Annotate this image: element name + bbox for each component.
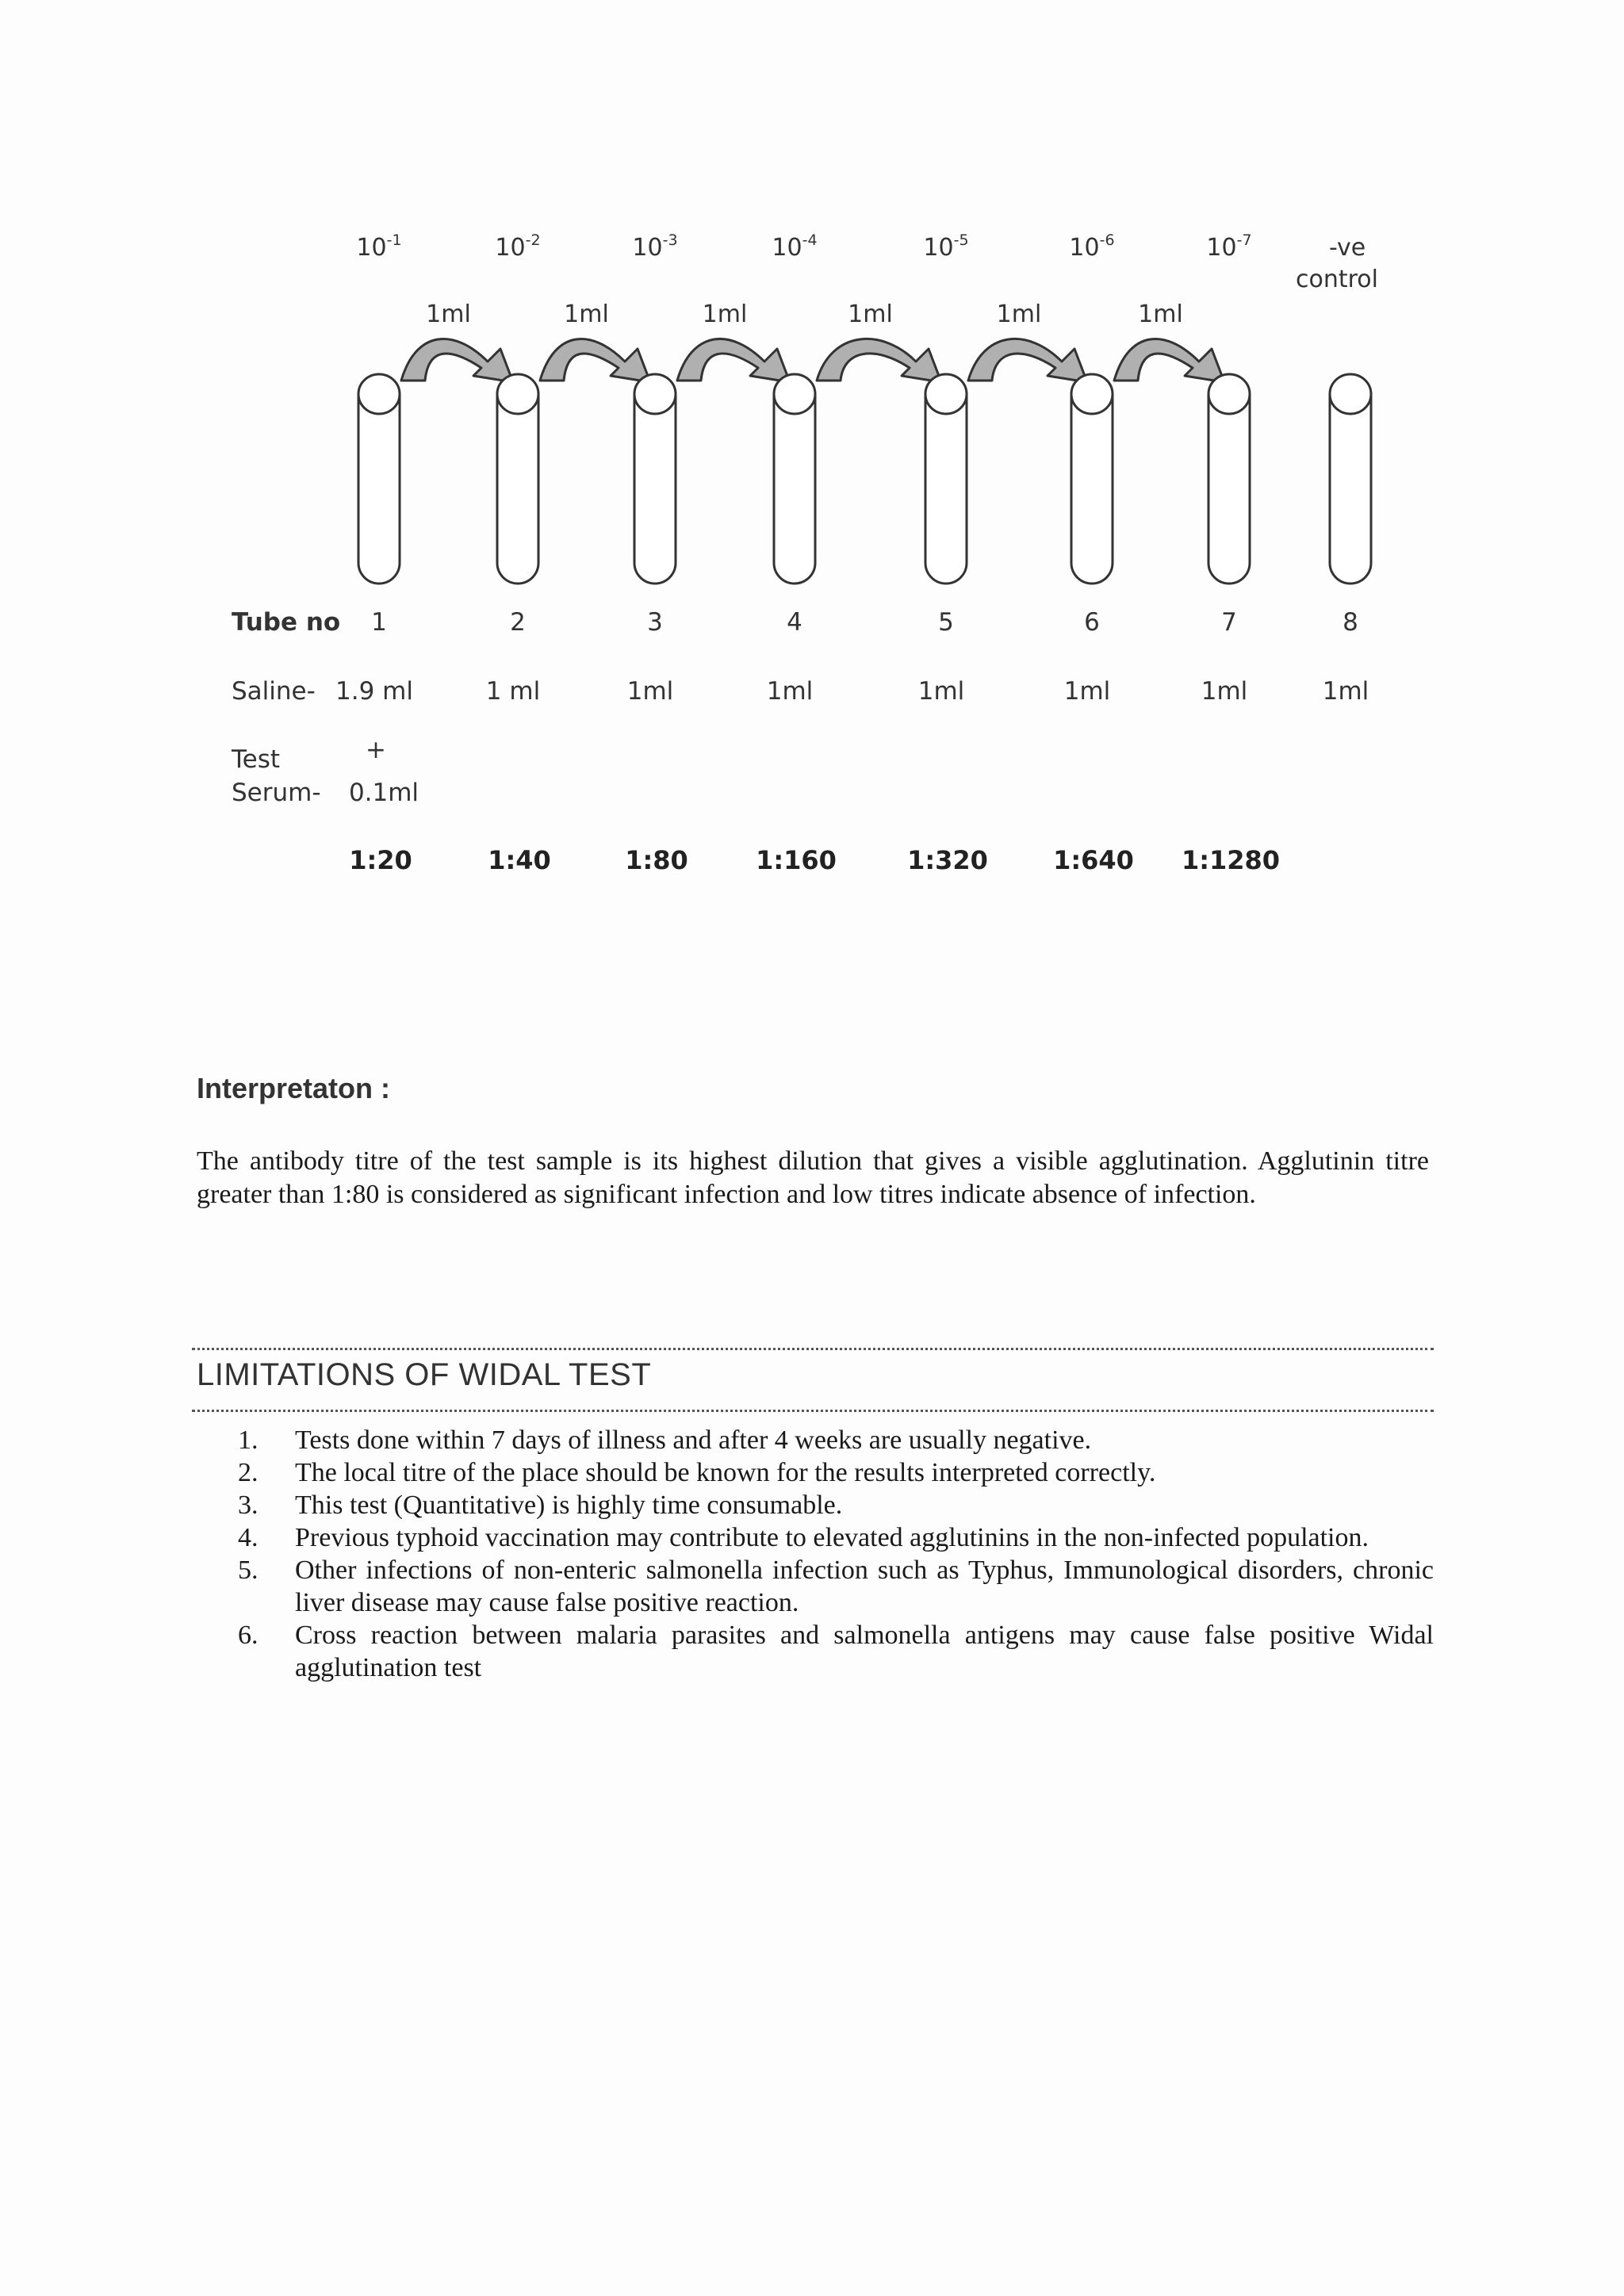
- transfer-volume-label: 1ml: [564, 300, 609, 328]
- dilution-label: $10^{-3}$: [632, 232, 678, 262]
- list-item: [238, 1489, 1434, 1521]
- dilution-ratio: 1:40: [488, 845, 551, 875]
- test-tube-mouth: [358, 374, 400, 414]
- dilution-ratio: 1:640: [1053, 845, 1134, 875]
- list-item: [238, 1424, 1434, 1456]
- dilution-label: $10^{-7}$: [1206, 232, 1252, 262]
- tube-number: 2: [510, 608, 526, 637]
- saline-volume: 1ml: [626, 677, 674, 706]
- tube-number: 1: [371, 608, 387, 637]
- test-tube-mouth: [497, 374, 538, 414]
- dilution-ratio: 1:320: [907, 845, 988, 875]
- list-item: [238, 1521, 1434, 1554]
- dilution-label: $10^{-1}$: [356, 232, 402, 262]
- transfer-arrow: [968, 339, 1087, 382]
- test-tube: [1330, 394, 1371, 584]
- list-item-number: 4.: [238, 1523, 259, 1552]
- serum-plus-sign: +: [366, 736, 386, 764]
- list-item-number: 1.: [238, 1425, 259, 1455]
- dilution-label: $10^{-2}$: [495, 232, 541, 262]
- saline-volume: 1ml: [1063, 677, 1111, 706]
- saline-volume: 1.9 ml: [335, 677, 413, 706]
- saline-volume: 1ml: [766, 677, 814, 706]
- list-item-number: 2.: [238, 1458, 259, 1487]
- section-divider-top: [192, 1348, 1434, 1350]
- interpretation-heading: Interpretaton :: [197, 1072, 391, 1104]
- serial-dilution-diagram: [0, 0, 1624, 951]
- tube-number: 8: [1342, 608, 1358, 637]
- tube-number: 4: [787, 608, 802, 637]
- test-tube: [358, 394, 400, 584]
- tube-number: 6: [1084, 608, 1100, 637]
- interpretation-paragraph: The antibody titre of the test sample is its highest dilution that gives a visible agglutination. Agglutinin titre greater than 1:80 is considered as significant infection and low titres indicate absence of infection.: [197, 1146, 1429, 1209]
- test-serum-label: Test: [232, 745, 281, 774]
- list-item-text: Cross reaction between malaria parasites and salmonella antigens may cause false positive Widal agglutination test: [295, 1621, 1434, 1682]
- test-tube-mouth: [774, 374, 815, 414]
- transfer-volume-label: 1ml: [426, 300, 471, 328]
- control-label: control: [1296, 266, 1378, 293]
- list-item-text: Previous typhoid vaccination may contribute to elevated agglutinins in the non-infected population.: [295, 1523, 1369, 1552]
- test-tube-mouth: [1208, 374, 1250, 414]
- dilution-label: $10^{-5}$: [923, 232, 969, 262]
- dilution-ratio: 1:1280: [1181, 845, 1281, 875]
- transfer-arrow: [540, 339, 650, 382]
- tube-number: 3: [647, 608, 663, 637]
- test-tube-mouth: [634, 374, 676, 414]
- serum-volume: 0.1ml: [348, 779, 419, 807]
- list-item-number: 3.: [238, 1490, 259, 1520]
- dilution-label: $10^{-4}$: [772, 232, 818, 262]
- tube-no-label: Tube no: [232, 608, 341, 637]
- tube-number: 5: [938, 608, 954, 637]
- list-item: [238, 1554, 1434, 1619]
- saline-volume: 1ml: [1322, 677, 1369, 706]
- transfer-volume-label: 1ml: [702, 300, 748, 328]
- saline-volume: 1 ml: [485, 677, 541, 706]
- control-label: -ve: [1329, 234, 1366, 262]
- list-item: [238, 1619, 1434, 1684]
- test-tube-mouth: [925, 374, 967, 414]
- list-item-number: 6.: [238, 1621, 259, 1650]
- transfer-arrow: [401, 339, 513, 382]
- transfer-arrow: [677, 339, 790, 382]
- test-tube: [1208, 394, 1250, 584]
- transfer-volume-label: 1ml: [848, 300, 893, 328]
- list-item-text: Tests done within 7 days of illness and after 4 weeks are usually negative.: [295, 1425, 1092, 1455]
- section-divider-bottom: [192, 1410, 1434, 1412]
- test-tube: [497, 394, 538, 584]
- list-item: [238, 1456, 1434, 1489]
- dilution-ratio: 1:80: [625, 845, 688, 875]
- list-item-text: Other infections of non-enteric salmonella infection such as Typhus, Immunological disorders, chronic liver disease may cause false positive reaction.: [295, 1556, 1434, 1617]
- test-tube-mouth: [1071, 374, 1113, 414]
- saline-label: Saline-: [232, 677, 316, 706]
- limitations-list: [238, 1424, 1434, 1684]
- transfer-volume-label: 1ml: [996, 300, 1042, 328]
- saline-volume: 1ml: [917, 677, 965, 706]
- test-tube: [774, 394, 815, 584]
- transfer-volume-label: 1ml: [1138, 300, 1183, 328]
- test-tube: [1071, 394, 1113, 584]
- transfer-arrow: [817, 339, 941, 382]
- list-item-text: This test (Quantitative) is highly time consumable.: [295, 1490, 843, 1520]
- test-tube: [634, 394, 676, 584]
- test-tube: [925, 394, 967, 584]
- limitations-heading: LIMITATIONS OF WIDAL TEST: [197, 1357, 652, 1392]
- test-serum-label: Serum-: [232, 779, 321, 807]
- dilution-label: $10^{-6}$: [1069, 232, 1115, 262]
- saline-volume: 1ml: [1201, 677, 1248, 706]
- dilution-ratio: 1:20: [349, 845, 412, 875]
- list-item-number: 5.: [238, 1556, 259, 1585]
- dilution-ratio: 1:160: [756, 845, 837, 875]
- transfer-arrow: [1114, 339, 1224, 382]
- tube-number: 7: [1221, 608, 1237, 637]
- list-item-text: The local titre of the place should be known for the results interpreted correctly.: [295, 1458, 1156, 1487]
- test-tube-mouth: [1330, 374, 1371, 414]
